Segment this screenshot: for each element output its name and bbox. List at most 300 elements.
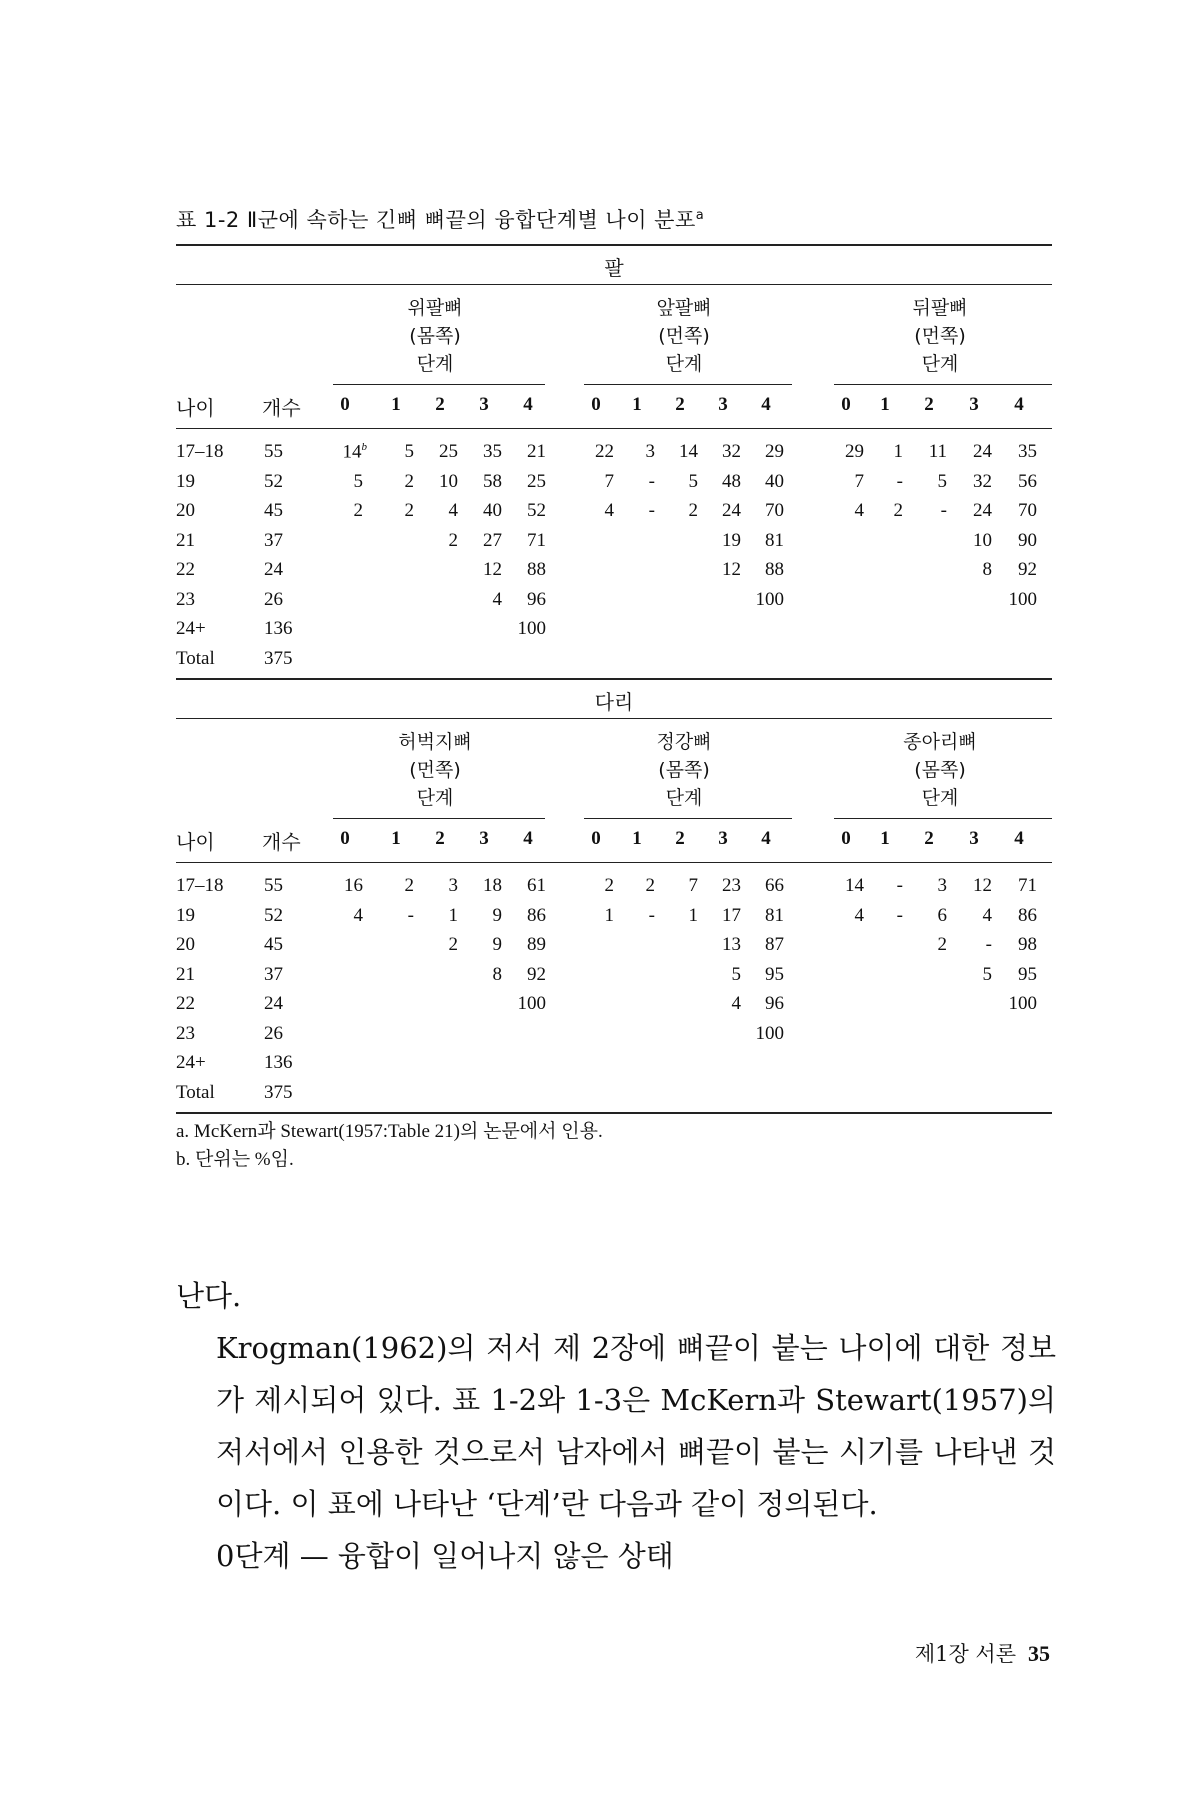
leg-cell	[462, 934, 502, 956]
arm-row-count: 37	[264, 529, 283, 551]
leg-cell	[997, 875, 1037, 897]
leg-cell	[374, 875, 414, 897]
arm-cell-value: 3	[645, 441, 655, 462]
leg-stage-label: 단계	[921, 787, 959, 809]
leg-cell	[418, 905, 458, 927]
arm-bone-underline	[333, 384, 545, 385]
leg-bone-side: (몸쪽)	[658, 759, 710, 781]
arm-cell	[323, 500, 363, 522]
leg-stage-header: 0	[841, 828, 851, 849]
arm-cell-value: 5	[404, 441, 414, 462]
leg-bone-side: (먼쪽)	[409, 759, 461, 781]
arm-cell	[506, 559, 546, 581]
arm-stage-header: 3	[969, 394, 979, 415]
arm-cell-value: 14	[679, 441, 698, 462]
arm-cell-value: 71	[527, 529, 546, 551]
leg-cell-value: 23	[722, 875, 741, 896]
arm-cell-value: 2	[688, 500, 698, 521]
arm-cell	[907, 471, 947, 493]
leg-row-age: Total	[176, 1081, 215, 1103]
leg-row-count: 52	[264, 904, 283, 926]
arm-cell-value: 100	[517, 618, 546, 639]
arm-cell	[863, 500, 903, 522]
arm-stage-header: 2	[924, 394, 934, 415]
arm-cell-value: 100	[1008, 588, 1037, 610]
arm-bone-side: (먼쪽)	[914, 325, 966, 347]
arm-cell-value: 81	[765, 529, 784, 551]
arm-cell	[744, 589, 784, 611]
arm-cell-value: 40	[483, 500, 502, 521]
arm-col-age: 나이	[176, 396, 215, 420]
table-caption	[176, 204, 704, 234]
arm-cell	[997, 559, 1037, 581]
leg-bone-side: (몸쪽)	[914, 759, 966, 781]
arm-cell-value: 2	[353, 500, 363, 521]
arm-cell-value: 11	[928, 441, 947, 462]
arm-cell-value: 12	[722, 559, 741, 580]
leg-stage-label: 단계	[665, 787, 703, 809]
arm-cell	[701, 530, 741, 552]
arm-cell	[615, 471, 655, 493]
leg-cell	[952, 905, 992, 927]
arm-cell	[952, 530, 992, 552]
arm-row-count: 52	[264, 470, 283, 492]
leg-cell-value: -	[896, 875, 903, 896]
leg-cell-value: -	[407, 904, 414, 926]
arm-cell-value: 92	[1018, 559, 1037, 580]
arm-cell-value: 5	[937, 470, 947, 492]
leg-cell-value: 95	[1018, 963, 1037, 985]
arm-cell-value: 19	[722, 529, 741, 551]
arm-cell	[997, 589, 1037, 611]
leg-bone-name: 종아리뼈	[903, 731, 977, 753]
leg-cell-value: 95	[765, 963, 784, 985]
leg-cell-value: 61	[527, 875, 546, 896]
leg-cell-value: 5	[982, 963, 992, 985]
leg-row-age: 23	[176, 1022, 195, 1044]
arm-stage-header: 0	[841, 394, 851, 415]
arm-cell-value: 29	[765, 441, 784, 462]
leg-cell-value: 86	[1018, 904, 1037, 926]
leg-cell-value: 14	[845, 875, 864, 896]
arm-cell-value: 35	[1018, 441, 1037, 462]
leg-row-age: 17–18	[176, 875, 224, 896]
arm-cell-value: 24	[973, 441, 992, 462]
unit-footnote-mark: b	[361, 441, 367, 453]
arm-cell	[907, 500, 947, 522]
leg-cell-value: 81	[765, 904, 784, 926]
arm-bone-name: 앞팔뼈	[656, 297, 712, 319]
arm-row-age: 22	[176, 559, 195, 580]
arm-cell-value: 24	[722, 500, 741, 521]
leg-row-count: 37	[264, 963, 283, 985]
leg-row-count: 136	[264, 1052, 293, 1073]
arm-cell-value: 14	[342, 441, 362, 463]
leg-cell-value: -	[896, 904, 903, 926]
leg-row-count: 24	[264, 993, 283, 1014]
arm-cell	[574, 471, 614, 493]
leg-cell	[997, 905, 1037, 927]
leg-cell	[701, 993, 741, 1015]
arm-cell	[952, 441, 992, 463]
leg-header-rule	[176, 862, 1052, 863]
leg-cell	[744, 905, 784, 927]
arm-cell-value: 70	[765, 500, 784, 521]
arm-cell	[462, 559, 502, 581]
leg-cell-value: 3	[448, 875, 458, 896]
arm-cell-value: 90	[1018, 529, 1037, 551]
arm-cell-value: 10	[439, 470, 458, 492]
table-notes	[176, 1118, 603, 1174]
arm-cell	[744, 441, 784, 463]
leg-stage-header: 4	[761, 828, 771, 849]
leg-row-age: 19	[176, 904, 195, 926]
arm-cell	[744, 500, 784, 522]
arm-cell-value: 7	[604, 470, 614, 492]
leg-cell-value: 4	[353, 904, 363, 926]
arm-cell	[824, 441, 864, 463]
leg-cell-value: -	[648, 904, 655, 926]
arm-stage-header: 4	[523, 394, 533, 415]
arm-stage-label: 단계	[921, 353, 959, 375]
leg-cell-value: 7	[688, 875, 698, 896]
leg-stage-header: 1	[632, 828, 642, 849]
arm-cell	[952, 500, 992, 522]
leg-cell-value: 9	[492, 934, 502, 955]
arm-cell-value: 56	[1018, 470, 1037, 492]
arm-cell-value: 22	[595, 441, 614, 462]
arm-cell-value: 2	[404, 470, 414, 492]
arm-cell	[506, 618, 546, 640]
arm-row-age: 20	[176, 500, 195, 521]
arm-cell	[506, 441, 546, 463]
arm-cell-value: 5	[688, 470, 698, 492]
arm-cell	[506, 589, 546, 611]
leg-cell	[418, 934, 458, 956]
leg-stage-header: 0	[340, 828, 350, 849]
leg-group-rule	[176, 718, 1052, 719]
arm-cell-value: 8	[982, 559, 992, 580]
leg-cell-value: 87	[765, 934, 784, 955]
leg-cell-value: 1	[688, 904, 698, 926]
arm-cell	[701, 441, 741, 463]
leg-cell	[462, 964, 502, 986]
arm-cell	[506, 500, 546, 522]
leg-row-age: 20	[176, 934, 195, 955]
arm-cell	[744, 559, 784, 581]
arm-cell	[952, 471, 992, 493]
arm-cell-value: 2	[893, 500, 903, 521]
leg-stage-header: 3	[479, 828, 489, 849]
leg-cell-value: 9	[492, 904, 502, 926]
leg-cell-value: 71	[1018, 875, 1037, 896]
leg-stage-header: 3	[969, 828, 979, 849]
arm-row-age: 23	[176, 588, 195, 610]
arm-stage-header: 1	[391, 394, 401, 415]
arm-cell	[574, 441, 614, 463]
leg-cell-value: 2	[604, 875, 614, 896]
arm-bone-name: 위팔뼈	[407, 297, 463, 319]
arm-cell-value: 88	[765, 559, 784, 580]
leg-cell-value: 6	[937, 904, 947, 926]
leg-cell	[701, 964, 741, 986]
leg-cell	[615, 875, 655, 897]
arm-cell-value: 7	[854, 470, 864, 492]
leg-stage-header: 3	[718, 828, 728, 849]
leg-bone-underline	[834, 818, 1052, 819]
arm-row-age: 21	[176, 529, 195, 551]
leg-cell	[744, 934, 784, 956]
arm-cell	[462, 589, 502, 611]
arm-cell-value: 21	[527, 441, 546, 462]
body-text	[176, 1270, 1056, 1582]
arm-row-count: 375	[264, 647, 293, 669]
leg-row-age: 22	[176, 993, 195, 1014]
arm-cell	[744, 530, 784, 552]
arm-cell-value: 2	[448, 529, 458, 551]
arm-cell-value: 100	[755, 588, 784, 610]
arm-cell	[374, 441, 414, 463]
arm-cell	[997, 441, 1037, 463]
arm-cell-value: -	[648, 470, 655, 492]
arm-cell-value: 1	[893, 441, 903, 462]
arm-cell-value: 32	[722, 441, 741, 462]
arm-cell	[374, 500, 414, 522]
leg-cell-value: 100	[755, 1022, 784, 1044]
leg-cell-value: 4	[982, 904, 992, 926]
leg-stage-header: 2	[675, 828, 685, 849]
leg-cell	[744, 875, 784, 897]
arm-cell	[462, 530, 502, 552]
leg-cell	[997, 993, 1037, 1015]
leg-cell-value: 2	[404, 875, 414, 896]
arm-cell-value: 40	[765, 470, 784, 492]
arm-row-count: 55	[264, 441, 283, 462]
leg-cell	[323, 905, 363, 927]
leg-bone-underline	[333, 818, 545, 819]
arm-cell	[824, 471, 864, 493]
leg-cell	[658, 875, 698, 897]
leg-cell-value: 17	[722, 904, 741, 926]
arm-cell-value: 4	[854, 500, 864, 521]
arm-cell	[863, 441, 903, 463]
leg-cell	[744, 1023, 784, 1045]
arm-cell	[323, 471, 363, 493]
leg-cell-value: 18	[483, 875, 502, 896]
leg-cell	[506, 964, 546, 986]
leg-stage-header: 0	[591, 828, 601, 849]
leg-cell	[863, 905, 903, 927]
arm-cell-value: 52	[527, 500, 546, 521]
arm-stage-header: 4	[761, 394, 771, 415]
leg-cell	[701, 875, 741, 897]
arm-cell	[744, 471, 784, 493]
leg-group-title: 다리	[594, 690, 634, 714]
leg-bone-name: 정강뼈	[656, 731, 712, 753]
note-a: a. McKern과 Stewart(1957:Table 21)의 논문에서 인용.	[176, 1121, 603, 1142]
leg-row-age: 24+	[176, 1052, 206, 1073]
page-footer	[915, 1638, 1050, 1668]
leg-cell-value: 2	[937, 934, 947, 955]
arm-row-age: Total	[176, 647, 215, 669]
leg-stage-label: 단계	[416, 787, 454, 809]
arm-cell	[418, 471, 458, 493]
leg-cell	[701, 934, 741, 956]
leg-cell	[907, 905, 947, 927]
arm-cell	[997, 530, 1037, 552]
arm-cell-value: 48	[722, 470, 741, 492]
leg-col-count: 개수	[262, 830, 301, 854]
arm-cell	[658, 471, 698, 493]
arm-cell	[418, 530, 458, 552]
arm-cell-value: 12	[483, 559, 502, 580]
arm-bone-side: (몸쪽)	[409, 325, 461, 347]
arm-cell-value: 2	[404, 500, 414, 521]
leg-cell-value: 100	[517, 993, 546, 1014]
arm-cell	[506, 530, 546, 552]
leg-cell	[744, 964, 784, 986]
chapter-label: 제1장 서론	[914, 1642, 1016, 1666]
leg-cell	[418, 875, 458, 897]
arm-row-age: 17–18	[176, 441, 224, 462]
leg-cell-value: 4	[731, 993, 741, 1014]
arm-stage-label: 단계	[665, 353, 703, 375]
arm-cell-value: 24	[973, 500, 992, 521]
arm-stage-header: 0	[340, 394, 350, 415]
leg-stage-header: 4	[523, 828, 533, 849]
leg-cell	[907, 875, 947, 897]
leg-cell	[574, 875, 614, 897]
leg-cell	[615, 905, 655, 927]
arm-cell	[701, 500, 741, 522]
arm-cell-value: 35	[483, 441, 502, 462]
arm-cell-value: -	[940, 500, 947, 521]
arm-bone-underline	[584, 384, 792, 385]
leg-cell-value: 2	[448, 934, 458, 955]
arm-cell-value: 4	[448, 500, 458, 521]
arm-cell-value: 4	[604, 500, 614, 521]
arm-cell-value: 88	[527, 559, 546, 580]
leg-cell	[997, 934, 1037, 956]
arm-cell	[658, 441, 698, 463]
arm-cell	[824, 500, 864, 522]
leg-cell-value: 1	[604, 904, 614, 926]
arm-bone-underline	[834, 384, 1052, 385]
arm-cell	[462, 441, 502, 463]
arm-cell	[701, 559, 741, 581]
leg-cell-value: 96	[765, 993, 784, 1014]
leg-cell	[323, 875, 363, 897]
leg-cell-value: -	[985, 934, 992, 955]
leg-cell	[462, 905, 502, 927]
leg-cell	[824, 905, 864, 927]
arm-row-count: 136	[264, 618, 293, 639]
arm-cell	[506, 471, 546, 493]
leg-top-rule	[176, 678, 1052, 680]
arm-bone-side: (먼쪽)	[658, 325, 710, 347]
leg-cell	[744, 993, 784, 1015]
leg-cell-value: 5	[731, 963, 741, 985]
arm-stage-header: 1	[632, 394, 642, 415]
arm-cell	[907, 441, 947, 463]
arm-cell-value: 70	[1018, 500, 1037, 521]
leg-cell	[952, 875, 992, 897]
leg-col-age: 나이	[176, 830, 215, 854]
arm-stage-header: 4	[1014, 394, 1024, 415]
arm-cell-value: -	[648, 500, 655, 521]
leg-cell	[506, 875, 546, 897]
arm-stage-header: 0	[591, 394, 601, 415]
arm-cell	[374, 471, 414, 493]
arm-row-count: 45	[264, 500, 283, 521]
arm-cell	[418, 441, 458, 463]
arm-group-rule	[176, 284, 1052, 285]
arm-header-rule	[176, 428, 1052, 429]
arm-stage-header: 2	[435, 394, 445, 415]
caption-footnote-mark: a	[695, 208, 705, 223]
caption-text: 표 1-2 Ⅱ군에 속하는 긴뼈 뼈끝의 융합단계별 나이 분포	[176, 208, 696, 232]
leg-cell	[701, 905, 741, 927]
arm-row-age: 19	[176, 470, 195, 492]
arm-cell-value: 58	[483, 470, 502, 492]
leg-cell-value: 92	[527, 963, 546, 985]
table-bottom-rule	[176, 1112, 1052, 1114]
arm-cell	[323, 441, 367, 463]
leg-cell-value: 12	[973, 875, 992, 896]
arm-cell	[701, 471, 741, 493]
leg-row-count: 45	[264, 934, 283, 955]
arm-cell-value: 29	[845, 441, 864, 462]
arm-top-rule	[176, 244, 1052, 246]
arm-cell	[952, 559, 992, 581]
leg-cell	[506, 993, 546, 1015]
arm-cell	[658, 500, 698, 522]
leg-cell	[824, 875, 864, 897]
leg-cell-value: 2	[645, 875, 655, 896]
arm-stage-header: 3	[479, 394, 489, 415]
leg-stage-header: 1	[880, 828, 890, 849]
leg-bone-underline	[584, 818, 792, 819]
leg-cell-value: 4	[854, 904, 864, 926]
arm-cell-value: 5	[353, 470, 363, 492]
leg-row-count: 55	[264, 875, 283, 896]
note-b: b. 단위는 %임.	[176, 1149, 294, 1170]
leg-cell	[658, 905, 698, 927]
leg-cell-value: 1	[448, 904, 458, 926]
stage-0-definition: 0단계 — 융합이 일어나지 않은 상태	[216, 1539, 674, 1573]
arm-cell	[997, 500, 1037, 522]
leg-cell-value: 16	[344, 875, 363, 896]
leg-cell	[952, 934, 992, 956]
leg-row-count: 375	[264, 1081, 293, 1103]
arm-cell-value: 10	[973, 529, 992, 551]
arm-cell	[418, 500, 458, 522]
leg-cell	[863, 875, 903, 897]
arm-cell	[863, 471, 903, 493]
arm-cell-value: 4	[492, 588, 502, 610]
page-number: 35	[1028, 1641, 1050, 1666]
arm-stage-header: 3	[718, 394, 728, 415]
leg-stage-header: 2	[924, 828, 934, 849]
arm-cell-value: 32	[973, 470, 992, 492]
body-paragraph: Krogman(1962)의 저서 제 2장에 뼈끝이 붙는 나이에 대한 정보가 제시되어 있다. 표 1-2와 1-3은 McKern과 Stewart(1957)의 저서에서 인용한 것으로서 남자에서 뼈끝이 붙는 시기를 나타낸 것이다. 이 표에 나타난 ‘단계’란 다음과 같이 정의된다.	[216, 1331, 1056, 1521]
arm-bone-name: 뒤팔뼈	[912, 297, 968, 319]
leg-cell	[952, 964, 992, 986]
body-line-1: 난다.	[176, 1279, 242, 1313]
arm-cell	[462, 471, 502, 493]
arm-cell	[615, 500, 655, 522]
leg-cell	[462, 875, 502, 897]
